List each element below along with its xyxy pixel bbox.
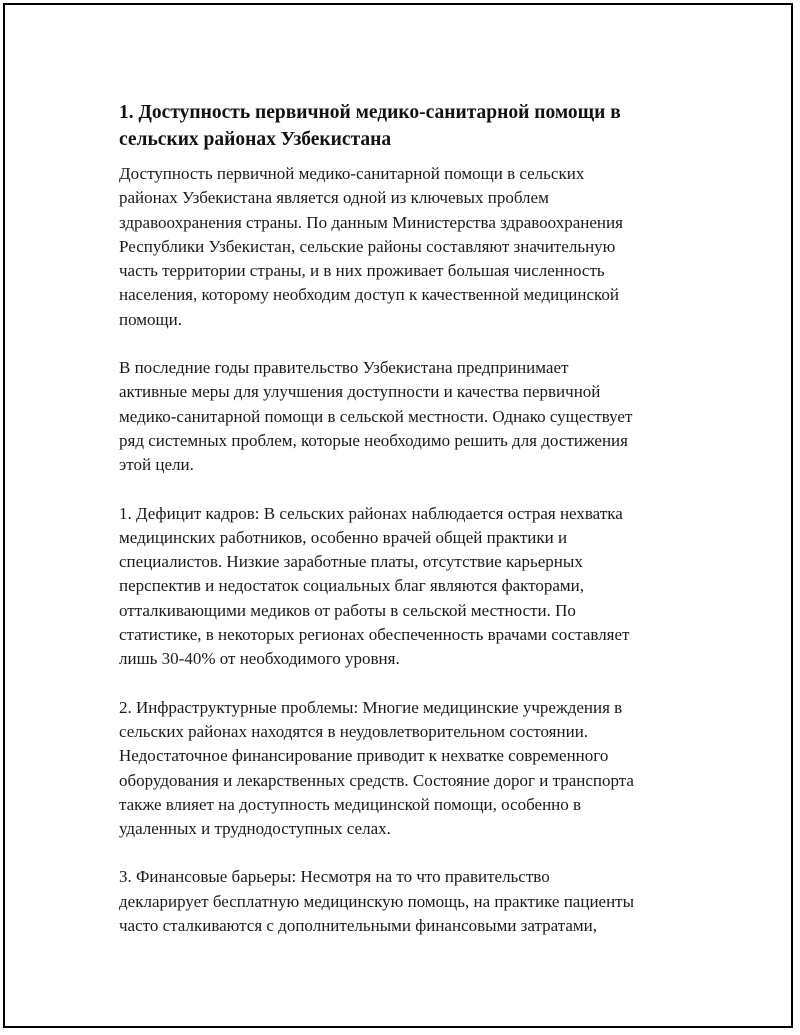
document-content [119,99,699,962]
document-page [3,3,793,1028]
section-heading: 1. Доступность первичной медико-санитарной помощи в сельских районах Узбекистана [119,102,621,150]
paragraph-financial-barriers: 3. Финансовые барьеры: Несмотря на то что правительство декларирует бесплатную медицинскую помощь, на практике пациенты часто сталкиваются с дополнительными финансовыми затратами, [119,867,635,936]
paragraph-staff-shortage: 1. Дефицит кадров: В сельских районах наблюдается острая нехватка медицинских работников, особенно врачей общей практики и специалистов. Низкие заработные платы, отсутствие карьерных перспектив и недостаток социальных благ являются факторами, отталкивающими медиков от работы в сельской местности. По статистике, в некоторых регионах обеспеченность врачами составляет лишь 30-40% от необходимого уровня. [119,503,630,669]
paragraph-government-measures: В последние годы правительство Узбекистана предпринимает активные меры для улучшения доступности и качества первичной медико-санитарной помощи в сельской местности. Однако существует ряд системных проблем, которые необходимо решить для достижения этой цели. [119,358,633,475]
paragraph-infrastructure: 2. Инфраструктурные проблемы: Многие медицинские учреждения в сельских районах находятся в неудовлетворительном состоянии. Недостаточное финансирование приводит к нехватке современного оборудования и лекарственных средств. Состояние дорог и транспорта также влияет на доступность медицинской помощи, особенно в удаленных и труднодоступных селах. [119,697,634,839]
paragraph-intro: Доступность первичной медико-санитарной помощи в сельских районах Узбекистана является одной из ключевых проблем здравоохранения страны. По данным Министерства здравоохранения Республики Узбекистан, сельские районы составляют значительную часть территории страны, и в них проживает большая численность населения, которому необходим доступ к качественной медицинской помощи. [119,164,623,329]
